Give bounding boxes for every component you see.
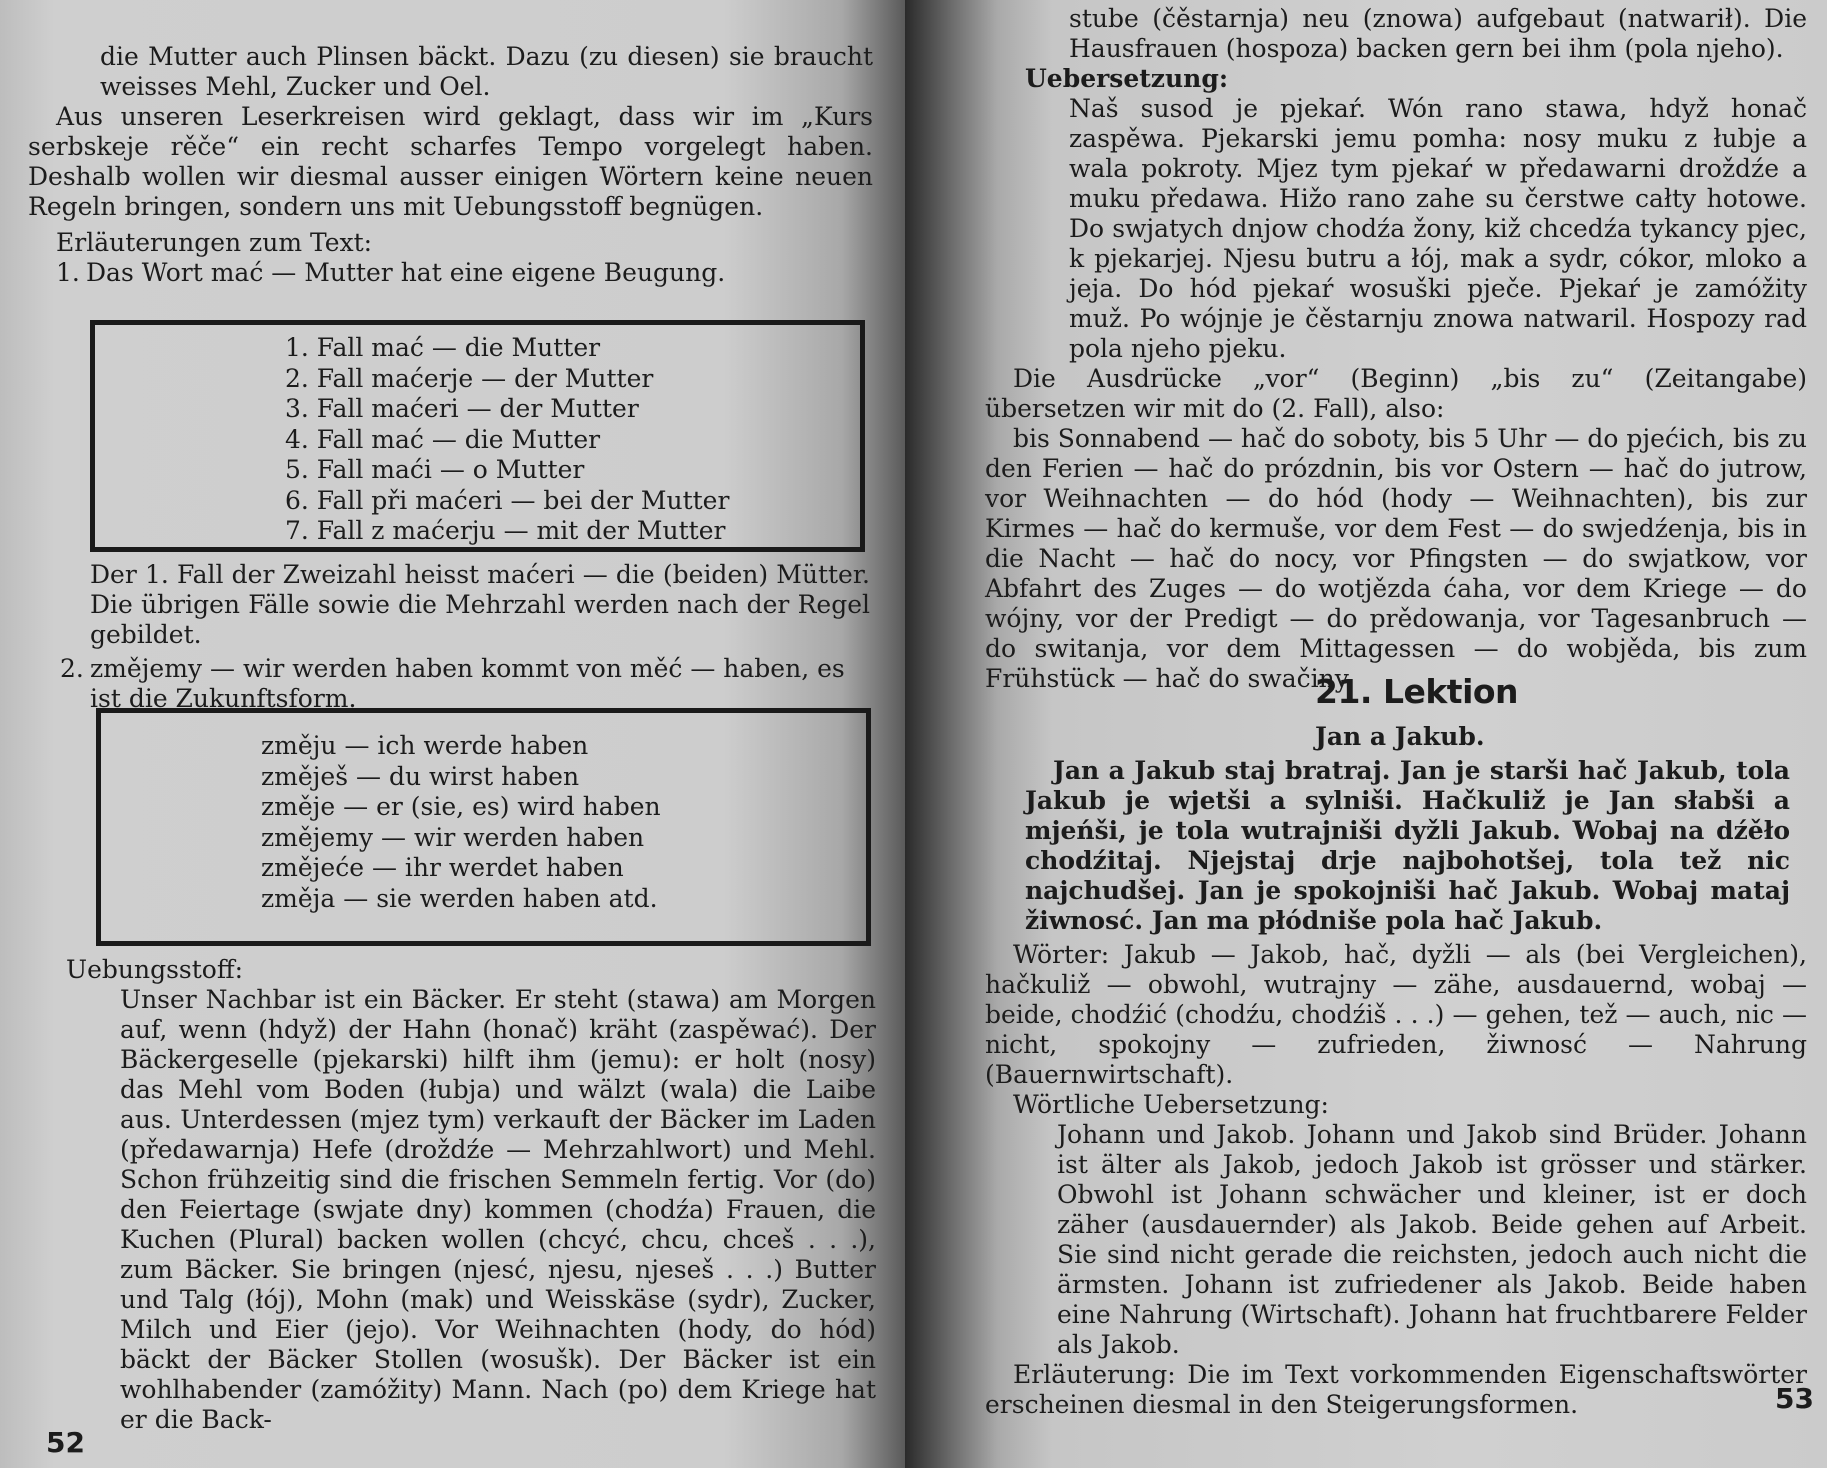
- declension-row: 6. Fall při maćeri — bei der Mutter: [285, 485, 730, 515]
- declension-list: [285, 333, 729, 547]
- left-text-middle: [60, 560, 870, 714]
- erlaeuterung-item-1: [28, 258, 873, 288]
- item-number: 1.: [56, 258, 80, 287]
- uebersetzung-text: Naš susod je pjekaŕ. Wón rano stawa, hdyž honač zaspěwa. Pjekarski jemu pomha: nosy muku z łubje a wala pokroty. Mjez tym pjekaŕ w předawarni droždźe a muku předawa. Hižo rano zahe su čerstwe całty hotowe. Do swjatych dnjow chodźa žony, kiž chcedźa tykancy pjec, k pjekarjej. Njesu butru a łój, mak a sydr, cókor, mloko a jeja. Do hód pjekaŕ wosuški pječe. Pjekaŕ je zamóžity muž. Po wójnje je čěstarnju znowa natwaril. Hospozy rad pola njeho pjeku.: [1069, 94, 1807, 363]
- uebersetzung-heading: Uebersetzung:: [1025, 64, 1229, 93]
- left-paragraph-2: Aus unseren Leserkreisen wird geklagt, dass wir im „Kurs serbskeje rěče“ ein recht scharfes Tempo vorgelegt haben. Deshalb wollen wir diesmal ausser einigen Wörtern keine neuen Regeln bringen, sondern uns mit Uebungsstoff begnügen.: [28, 102, 873, 221]
- item-number: 2.: [60, 654, 84, 683]
- declension-row: 3. Fall maćeri — der Mutter: [285, 394, 639, 423]
- uebungsstoff-heading: Uebungsstoff:: [66, 955, 244, 984]
- woertliche-text: Johann und Jakob. Johann und Jakob sind Brüder. Johann ist älter als Jakob, jedoch Jakob ist grösser und stärker. Obwohl ist Johann schwächer und kleiner, ist er doch zäher (ausdauernder) als Jakob. Beide gehen auf Arbeit. Sie sind nicht gerade die reichsten, jedoch auch nicht die ärmsten. Johann ist zufriedener als Jakob. Beide haben eine Nahrung (Wirtschaft). Johann hat fruchtbarere Felder als Jakob.: [1057, 1120, 1807, 1359]
- future-row: změje — er (sie, es) wird haben: [261, 792, 661, 821]
- lesson-text: Jan a Jakub staj bratraj. Jan je starši hač Jakub, tola Jakub je wjetši a sylniši. Hačkuliž je Jan słabši a mjeńši, je tola wutrajniši dyžli Jakub. Wobaj na dźěło chodźitaj. Njejstaj drje najbohotšej, tola tež nic najchudšej. Jan je spokojniši hač Jakub. Wobaj mataj žiwnosć. Jan ma płódniše pola hač Jakub.: [1025, 756, 1790, 935]
- lesson-body: [1025, 756, 1790, 936]
- future-row: změjeće — ihr werdet haben: [261, 853, 624, 882]
- erlaeuterung-paragraph: Erläuterung: Die im Text vorkommenden Eigenschaftswörter erscheinen diesmal in den Steigerungsformen.: [985, 1360, 1807, 1419]
- lesson-title: 21. Lektion: [1315, 672, 1519, 711]
- woertliche-heading: Wörtliche Uebersetzung:: [1013, 1090, 1329, 1119]
- future-row: změješ — du wirst haben: [261, 761, 580, 791]
- declension-row: 1. Fall mać — die Mutter: [285, 333, 601, 362]
- woerter-paragraph: Wörter: Jakub — Jakob, hač, dyžli — als (bei Vergleichen), hačkuliž — obwohl, wutrajny — zähe, ausdauernd, wobaj — beide, chodźić (chodźu, chodźiš . . .) — gehen, tež — auch, nic — nicht, spokojny — zufrieden, žiwnosć — Nahrung (Bauernwirtschaft).: [985, 940, 1807, 1089]
- left-paragraph-1: die Mutter auch Plinsen bäckt. Dazu (zu diesen) sie braucht weisses Mehl, Zucker und Oel.: [100, 42, 873, 101]
- declension-row: 5. Fall maći — o Mutter: [285, 455, 585, 484]
- future-box: [96, 708, 871, 946]
- right-text-top: [985, 4, 1807, 694]
- declension-box: [90, 320, 865, 552]
- future-list: [261, 731, 661, 914]
- dual-paragraph: Der 1. Fall der Zweizahl heisst maćeri — die (beiden) Mütter. Die übrigen Fälle sowie die Mehrzahl werden nach der Regel gebildet.: [90, 560, 870, 649]
- erlaeuterungen-heading: Erläuterungen zum Text:: [56, 228, 373, 257]
- uebungsstoff-text: Unser Nachbar ist ein Bäcker. Er steht (stawa) am Morgen auf, wenn (hdyž) der Hahn (honač) kräht (zaspěwać). Der Bäckergeselle (pjekarski) hilft ihm (jemu): er holt (nosy) das Mehl vom Boden (łubja) und wälzt (wala) die Laibe aus. Unterdessen (mjez tym) verkauft der Bäcker im Laden (předawarnja) Hefe (droždźe — Mehrzahlwort) und Mehl. Schon frühzeitig sind die frischen Semmeln fertig. Vor (do) den Feiertage (swjate dny) kommen (chodźa) Frauen, die Kuchen (Plural) backen wollen (chcyć, chcu, chceš . . .), zum Bäcker. Sie bringen (njesć, njesu, njeseš . . .) Butter und Talg (łój), Mohn (mak) und Weisskäse (sydr), Zucker, Milch und Eier (jejo). Vor Weihnachten (hody, do hód) bäckt der Bäcker Stollen (wosušk). Der Bäcker ist ein wohlhabender (zamóžity) Mann. Nach (po) dem Kriege hat er die Back-: [120, 985, 876, 1434]
- future-row: změja — sie werden haben atd.: [261, 883, 658, 913]
- examples-paragraph: bis Sonnabend — hač do soboty, bis 5 Uhr — do pjećich, bis zu den Ferien — hač do prózdnin, bis vor Ostern — hač do jutrow, vor Weihnachten — do hód (hody — Weihnachten), bis zur Kirmes — hač do kermuše, vor dem Fest — do swjedźenja, bis in die Nacht — hač do nocy, vor Pfingsten — do swjatkow, vor Abfahrt des Zuges — do wotjězda ćaha, vor dem Kriege — do wójny, vor der Predigt — do prědowanja, vor Tagesanbruch — do switanja, vor dem Mittagessen — do wobjěda, bis zum Frühstück — hač do swačiny.: [985, 424, 1807, 693]
- left-page: [0, 0, 905, 1468]
- left-text-bottom: [66, 955, 876, 1435]
- right-page: [905, 0, 1827, 1468]
- page-number-right: 53: [1775, 1382, 1814, 1415]
- declension-row: 7. Fall z maćerju — mit der Mutter: [285, 516, 726, 545]
- ausdruecke-paragraph: Die Ausdrücke „vor“ (Beginn) „bis zu“ (Zeitangabe) übersetzen wir mit do (2. Fall), also:: [985, 364, 1807, 423]
- future-row: změjemy — wir werden haben: [261, 822, 645, 852]
- lesson-subtitle: Jan a Jakub.: [1315, 722, 1485, 751]
- declension-row: 2. Fall maćerje — der Mutter: [285, 363, 654, 393]
- item-text: změjemy — wir werden haben kommt von měć — haben, es ist die Zukunftsform.: [90, 654, 845, 713]
- left-text-top: [28, 42, 873, 288]
- continuation-text: stube (čěstarnja) neu (znowa) aufgebaut (natwarił). Die Hausfrauen (hospoza) backen gern bei ihm (pola njeho).: [1069, 4, 1807, 63]
- erlaeuterung-item-2: [60, 654, 870, 714]
- page-number-left: 52: [46, 1426, 85, 1459]
- future-row: změju — ich werde haben: [261, 731, 589, 760]
- item-text: Das Wort mać — Mutter hat eine eigene Beugung.: [86, 258, 726, 287]
- right-text-bottom: [985, 940, 1807, 1420]
- declension-row: 4. Fall mać — die Mutter: [285, 424, 601, 454]
